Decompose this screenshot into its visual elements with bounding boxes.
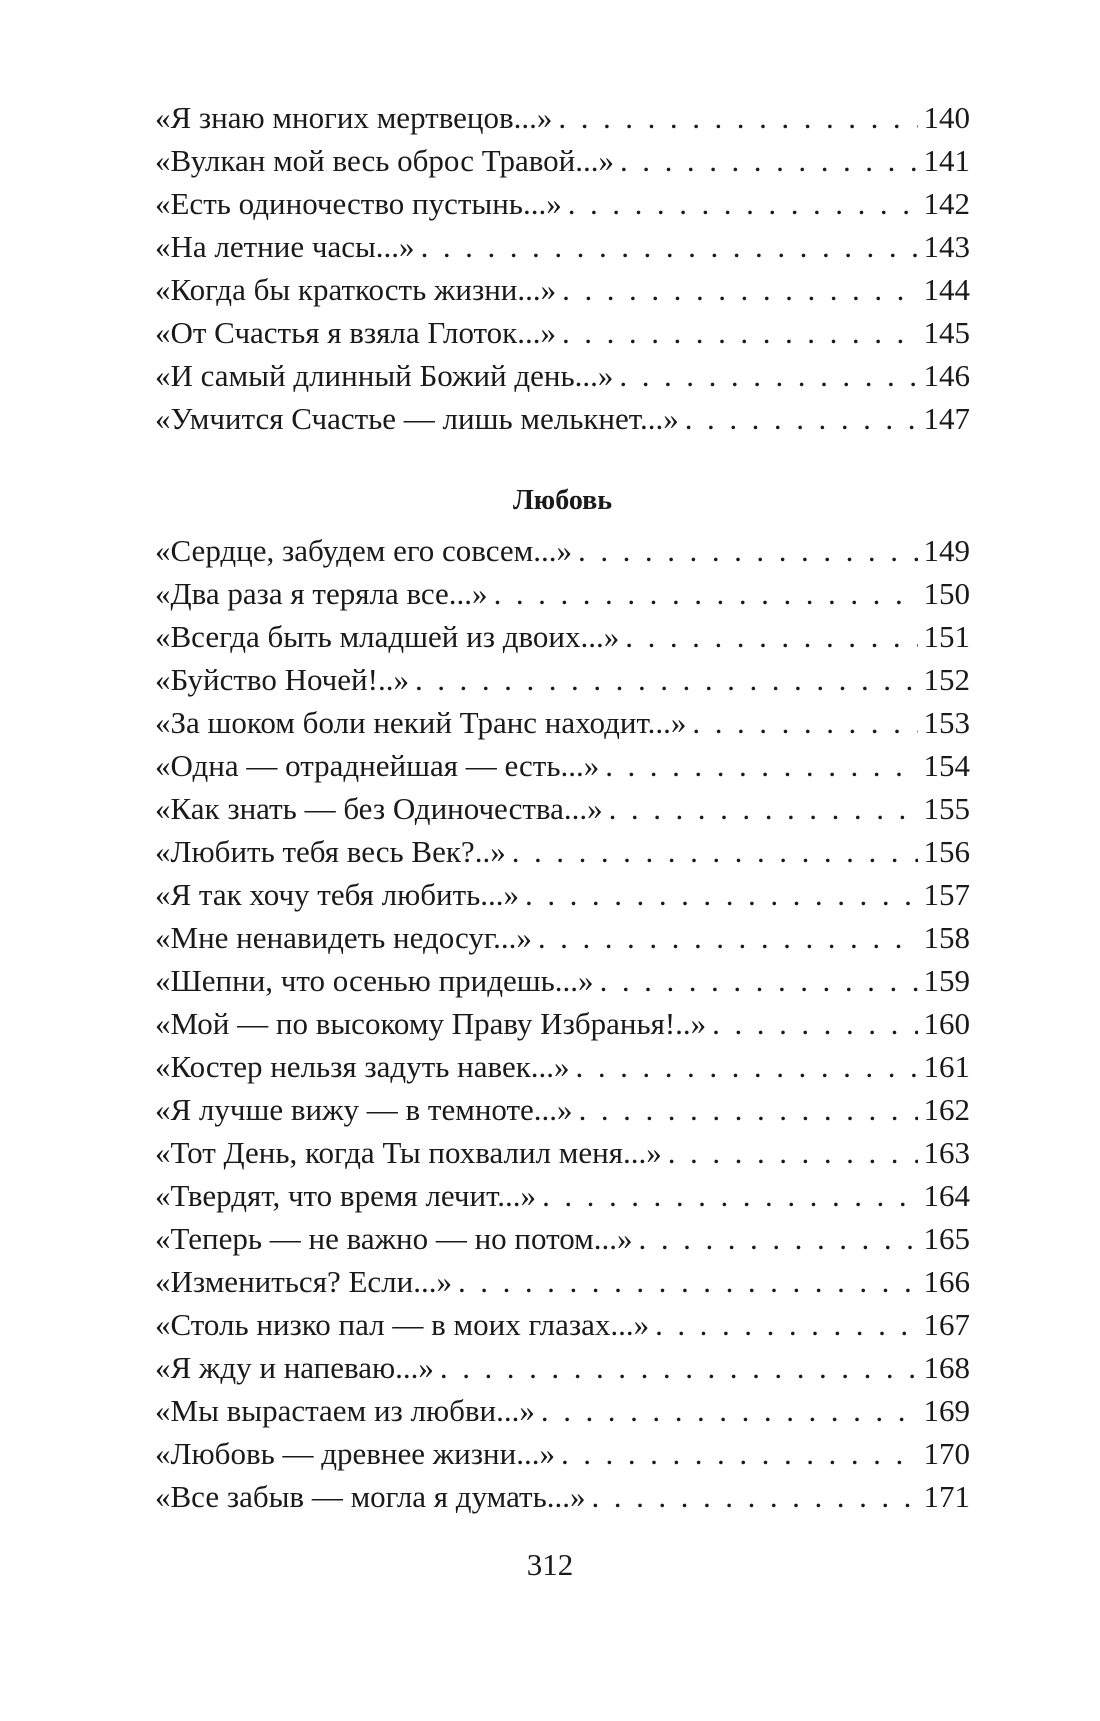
dot-leader: [620, 139, 918, 182]
toc-entry: [155, 744, 970, 787]
toc-entry-page: 140: [923, 100, 970, 135]
toc-entry-page: 151: [923, 619, 970, 654]
toc-entry-title: «Измениться? Если...»: [155, 1264, 452, 1299]
toc-entry-title: «Буйство Ночей!..»: [155, 662, 409, 697]
toc-entry-title: «Одна — отраднейшая — есть...»: [155, 748, 600, 783]
toc-entry-page: 145: [923, 315, 970, 350]
toc-entry: [155, 916, 970, 959]
toc-entry-title: «Шепни, что осенью придешь...»: [155, 963, 594, 998]
toc-entry-page: 150: [923, 576, 970, 611]
toc-entry: [155, 397, 970, 440]
toc-entry-title: «Я жду и напеваю...»: [155, 1350, 434, 1385]
dot-leader: [458, 1260, 918, 1303]
toc-entry: [155, 529, 970, 572]
toc-entry: [155, 658, 970, 701]
dot-leader: [609, 787, 918, 830]
toc-entry-page: 146: [923, 358, 970, 393]
toc-entry-title: «На летние часы...»: [155, 229, 415, 264]
dot-leader: [562, 311, 918, 354]
toc-entry: [155, 959, 970, 1002]
page-number: 312: [526, 1547, 574, 1582]
dot-leader: [591, 1475, 917, 1518]
toc-entry-title: «За шоком боли некий Транс находит...»: [155, 705, 687, 740]
dot-leader: [576, 1045, 918, 1088]
dot-leader: [440, 1346, 918, 1389]
toc-entry: [155, 182, 970, 225]
toc-entry-page: 142: [923, 186, 970, 221]
toc-entry-title: «Твердят, что время лечит...»: [155, 1178, 537, 1213]
toc-entry-title: «Есть одиночество пустынь...»: [155, 186, 562, 221]
toc-entry: [155, 1260, 970, 1303]
toc-entry-page: 160: [923, 1006, 970, 1041]
toc-entry-page: 170: [923, 1436, 970, 1471]
toc-entry-page: 155: [923, 791, 970, 826]
toc-entry: [155, 1346, 970, 1389]
toc-entry-title: «Сердце, забудем его совсем...»: [155, 533, 573, 568]
toc-entry-title: «Все забыв — могла я думать...»: [155, 1479, 586, 1514]
toc-entry-title: «Любовь — древнее жизни...»: [155, 1436, 555, 1471]
toc-entry-page: 171: [923, 1479, 970, 1514]
toc-entry-title: «Теперь — не важно — но потом...»: [155, 1221, 633, 1256]
toc-entry-page: 156: [923, 834, 970, 869]
toc-entry-page: 157: [923, 877, 970, 912]
toc-entry-title: «От Счастья я взяла Глоток...»: [155, 315, 556, 350]
dot-leader: [494, 572, 918, 615]
toc-entry: [155, 1217, 970, 1260]
toc-entry-page: 165: [923, 1221, 970, 1256]
dot-leader: [692, 701, 917, 744]
toc-entry-page: 149: [923, 533, 970, 568]
toc-entry-title: «Мы вырастаем из любви...»: [155, 1393, 535, 1428]
toc-entry: [155, 311, 970, 354]
toc-entry-page: 167: [923, 1307, 970, 1342]
dot-leader: [579, 1088, 918, 1131]
dot-leader: [685, 397, 918, 440]
toc-entry: [155, 96, 970, 139]
toc-entry: [155, 615, 970, 658]
toc-entry: [155, 1002, 970, 1045]
toc-entry: [155, 830, 970, 873]
toc-entry-title: «Когда бы краткость жизни...»: [155, 272, 557, 307]
toc-entry-page: 169: [923, 1393, 970, 1428]
toc-entry-page: 154: [923, 748, 970, 783]
toc-list-love: [155, 529, 970, 1518]
toc-list-top: [155, 96, 970, 440]
toc-entry-page: 161: [923, 1049, 970, 1084]
toc-entry-title: «Любить тебя весь Век?..»: [155, 834, 506, 869]
dot-leader: [538, 916, 918, 959]
toc-entry: [155, 1088, 970, 1131]
toc-entry: [155, 701, 970, 744]
dot-leader: [562, 268, 917, 311]
toc-entry-title: «Два раза я теряла все...»: [155, 576, 488, 611]
dot-leader: [639, 1217, 918, 1260]
toc-entry-title: «Умчится Счастье — лишь мелькнет...»: [155, 401, 679, 436]
toc-entry-page: 158: [923, 920, 970, 955]
toc-entry: [155, 1131, 970, 1174]
dot-leader: [655, 1303, 917, 1346]
toc-entry-title: «Тот День, когда Ты похвалил меня...»: [155, 1135, 662, 1170]
toc-entry: [155, 787, 970, 830]
dot-leader: [619, 354, 917, 397]
toc-entry-page: 163: [923, 1135, 970, 1170]
dot-leader: [568, 182, 918, 225]
toc-entry: [155, 1432, 970, 1475]
toc-entry-title: «И самый длинный Божий день...»: [155, 358, 614, 393]
toc-entry-page: 168: [923, 1350, 970, 1385]
toc-entry-title: «Костер нельзя задуть навек...»: [155, 1049, 570, 1084]
toc-entry-title: «Мне ненавидеть недосуг...»: [155, 920, 532, 955]
toc-entry-page: 152: [923, 662, 970, 697]
dot-leader: [600, 959, 918, 1002]
dot-leader: [421, 225, 918, 268]
toc-entry: [155, 572, 970, 615]
toc-entry: [155, 354, 970, 397]
toc-entry: [155, 1389, 970, 1432]
toc-entry-page: 141: [923, 143, 970, 178]
toc-entry: [155, 139, 970, 182]
dot-leader: [605, 744, 917, 787]
toc-entry-page: 162: [923, 1092, 970, 1127]
toc-entry-title: «Как знать — без Одиночества...»: [155, 791, 603, 826]
toc-entry-title: «Столь низко пал — в моих глазах...»: [155, 1307, 650, 1342]
dot-leader: [578, 529, 917, 572]
toc-entry: [155, 873, 970, 916]
section-heading: Любовь: [512, 485, 613, 516]
toc-entry-page: 164: [923, 1178, 970, 1213]
dot-leader: [542, 1174, 917, 1217]
toc-entry: [155, 1475, 970, 1518]
toc-entry-page: 144: [923, 272, 970, 307]
dot-leader: [525, 873, 917, 916]
dot-leader: [712, 1002, 917, 1045]
dot-leader: [558, 96, 917, 139]
toc-entry-page: 143: [923, 229, 970, 264]
toc-entry: [155, 1045, 970, 1088]
dot-leader: [415, 658, 918, 701]
toc-entry-page: 153: [923, 705, 970, 740]
dot-leader: [561, 1432, 918, 1475]
toc-entry-title: «Вулкан мой весь оброс Травой...»: [155, 143, 614, 178]
dot-leader: [541, 1389, 918, 1432]
toc-entry-title: «Мой — по высокому Праву Избранья!..»: [155, 1006, 707, 1041]
toc-entry-title: «Я так хочу тебя любить...»: [155, 877, 520, 912]
dot-leader: [625, 615, 917, 658]
toc-entry-title: «Я знаю многих мертвецов...»: [155, 100, 553, 135]
toc-entry: [155, 268, 970, 311]
table-of-contents: [155, 96, 970, 1518]
toc-entry-title: «Всегда быть младшей из двоих...»: [155, 619, 620, 654]
toc-entry-page: 159: [923, 963, 970, 998]
toc-entry: [155, 225, 970, 268]
toc-entry-title: «Я лучше вижу — в темноте...»: [155, 1092, 573, 1127]
dot-leader: [512, 830, 918, 873]
toc-entry-page: 166: [923, 1264, 970, 1299]
toc-entry: [155, 1303, 970, 1346]
toc-entry: [155, 1174, 970, 1217]
dot-leader: [668, 1131, 918, 1174]
toc-entry-page: 147: [923, 401, 970, 436]
